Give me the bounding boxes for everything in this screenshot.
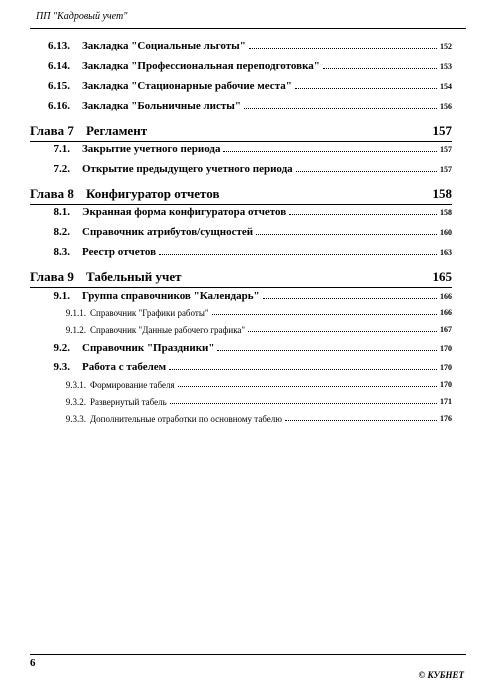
toc-title: Открытие предыдущего учетного периода [82, 163, 293, 175]
toc-leader [244, 108, 437, 109]
toc-leader [248, 331, 437, 332]
toc-subsection[interactable] [30, 414, 452, 424]
toc-section[interactable] [30, 361, 452, 373]
toc-chapter[interactable] [30, 186, 452, 202]
toc-title: Закрытие учетного периода [82, 143, 221, 155]
toc-leader [296, 171, 437, 172]
toc-page: 160 [440, 228, 452, 237]
toc-number: 7.2. [53, 163, 70, 175]
toc-page: 167 [440, 325, 452, 334]
toc-page: 157 [440, 145, 452, 154]
toc-leader [169, 369, 437, 370]
toc-title: Закладка "Социальные льготы" [82, 40, 246, 52]
toc-section[interactable] [30, 226, 452, 238]
toc-title: Закладка "Стационарные рабочие места" [82, 80, 292, 92]
toc-page: 163 [440, 248, 452, 257]
toc-number: 9.3.3. [65, 414, 86, 424]
toc-page: 170 [440, 363, 452, 372]
header-title: ПП "Кадровый учет" [36, 11, 128, 22]
toc-title: Экранная форма конфигуратора отчетов [82, 206, 287, 218]
toc-section[interactable] [30, 206, 452, 218]
toc-title: Реестр отчетов [82, 246, 157, 258]
toc-title: Справочник атрибутов/сущностей [82, 226, 254, 238]
toc-page: 166 [440, 308, 452, 317]
toc-section[interactable] [30, 60, 452, 72]
toc-number: Глава 9 [30, 269, 74, 284]
toc-page: 157 [432, 123, 452, 138]
toc-leader [178, 386, 437, 387]
toc-section[interactable] [30, 40, 452, 52]
page-header [30, 6, 466, 29]
toc-number: 6.14. [48, 60, 70, 72]
toc-leader [256, 234, 437, 235]
toc-number: 6.13. [48, 40, 70, 52]
toc-title: Работа с табелем [82, 361, 167, 373]
toc-number: 9.1. [53, 290, 70, 302]
toc-number: 9.2. [53, 342, 70, 354]
toc-title: Закладка "Профессиональная переподготовка" [82, 60, 320, 72]
toc-number: 9.3.1. [65, 380, 86, 390]
toc-number: 7.1. [53, 143, 70, 155]
toc-title: Группа справочников "Календарь" [82, 290, 260, 302]
toc-number: Глава 8 [30, 186, 74, 201]
toc-page: 152 [440, 42, 452, 51]
toc-page: 165 [432, 269, 452, 284]
toc-title: Справочник "Праздники" [82, 342, 215, 354]
chapter-rule [30, 287, 452, 288]
toc-number: 6.15. [48, 80, 70, 92]
toc-section[interactable] [30, 163, 452, 175]
toc-number: Глава 7 [30, 123, 74, 138]
copyright: © КУБНЕТ [418, 670, 464, 680]
toc-number: 9.3. [53, 361, 70, 373]
toc-page: 158 [432, 186, 452, 201]
toc-page: 154 [440, 82, 452, 91]
toc-leader [323, 68, 437, 69]
toc-section[interactable] [30, 290, 452, 302]
chapter-rule [30, 141, 452, 142]
toc-leader [217, 350, 437, 351]
page-number: 6 [30, 657, 36, 669]
toc-number: 8.3. [53, 246, 70, 258]
toc-number: 8.2. [53, 226, 70, 238]
toc-page: 170 [440, 344, 452, 353]
toc-chapter[interactable] [30, 269, 452, 285]
toc-title: Справочник "Данные рабочего графика" [90, 325, 246, 335]
toc-leader [285, 420, 437, 421]
toc-number: 9.1.1. [65, 308, 86, 318]
toc-title: Регламент [86, 123, 148, 138]
toc-leader [223, 151, 437, 152]
toc-page: 158 [440, 208, 452, 217]
toc-title: Конфигуратор отчетов [86, 186, 220, 201]
toc-title: Табельный учет [86, 269, 182, 284]
toc-page: 170 [440, 380, 452, 389]
toc-section[interactable] [30, 143, 452, 155]
toc-leader [159, 254, 437, 255]
toc-subsection[interactable] [30, 325, 452, 335]
toc-chapter[interactable] [30, 123, 452, 139]
toc-page: 171 [440, 397, 452, 406]
toc-page: 176 [440, 414, 452, 423]
toc-leader [295, 88, 437, 89]
footer-line [30, 654, 466, 655]
toc-subsection[interactable] [30, 308, 452, 318]
toc-title: Закладка "Больничные листы" [82, 100, 241, 112]
toc-section[interactable] [30, 246, 452, 258]
toc-leader [212, 314, 437, 315]
toc-page: 156 [440, 102, 452, 111]
toc-leader [249, 48, 437, 49]
toc-section[interactable] [30, 100, 452, 112]
toc-page: 166 [440, 292, 452, 301]
toc-subsection[interactable] [30, 397, 452, 407]
toc-section[interactable] [30, 80, 452, 92]
toc-leader [263, 298, 437, 299]
toc-number: 8.1. [53, 206, 70, 218]
toc-number: 9.3.2. [65, 397, 86, 407]
toc-subsection[interactable] [30, 380, 452, 390]
toc-title: Формирование табеля [90, 380, 175, 390]
toc-page: 153 [440, 62, 452, 71]
toc-section[interactable] [30, 342, 452, 354]
toc-title: Дополнительные отработки по основному табелю [90, 414, 282, 424]
toc-title: Справочник "Графики работы" [90, 308, 209, 318]
chapter-rule [30, 204, 452, 205]
toc-leader [170, 403, 437, 404]
toc-number: 6.16. [48, 100, 70, 112]
toc-number: 9.1.2. [65, 325, 86, 335]
toc-leader [289, 214, 437, 215]
toc-page: 157 [440, 165, 452, 174]
toc-title: Развернутый табель [90, 397, 167, 407]
